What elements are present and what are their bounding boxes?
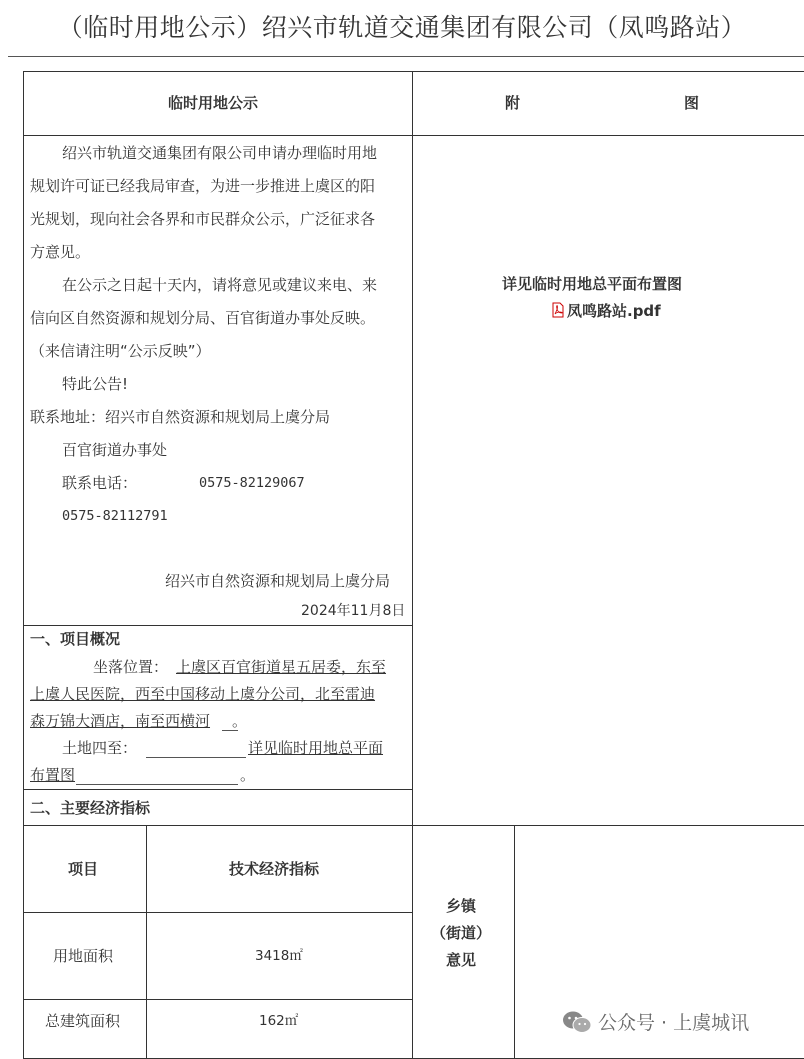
indicator-col-value: 技术经济指标: [229, 860, 320, 878]
cell-attachment: [412, 135, 804, 826]
wechat-icon: [562, 1010, 592, 1034]
location-line2: 上虞人民医院，西至中国移动上虞分公司，北至雷迪: [30, 685, 376, 703]
location-line3: 森万锦大酒店，南至西横河: [30, 712, 211, 730]
header-attachment-label-a: 附: [505, 94, 521, 112]
watermark: [562, 1008, 749, 1035]
township-label-3: 意见: [446, 951, 477, 969]
notice-p2-line2: 信向区自然资源和规划分局、百官街道办事处反映。: [30, 309, 376, 327]
notice-date: 2024年11月8日: [301, 603, 406, 619]
header-attachment-label-b: 图: [684, 94, 700, 112]
contact-phone-label: 联系电话：: [62, 474, 138, 492]
boundary-label: 土地四至：: [62, 739, 138, 757]
boundary-line2: 布置图: [30, 766, 76, 784]
pdf-icon: [551, 302, 565, 318]
attachment-title: 详见临时用地总平面布置图: [502, 275, 683, 293]
location-period: 。: [232, 712, 248, 730]
contact-address-2: 百官街道办事处: [62, 441, 168, 459]
notice-p2-line1: 在公示之日起十天内，请将意见或建议来电、来: [62, 276, 378, 294]
notice-p1-line1: 绍兴市轨道交通集团有限公司申请办理临时用地: [62, 144, 378, 162]
attachment-file-link[interactable]: [551, 300, 661, 322]
title-divider: [8, 56, 804, 57]
page-title: （临时用地公示）绍兴市轨道交通集团有限公司（凤鸣路站）: [57, 13, 747, 42]
boundary-blank-1: [146, 757, 246, 758]
boundary-blank-2: [76, 784, 238, 785]
notice-p1-line3: 光规划，现向社会各界和市民群众公示，广泛征求各: [30, 210, 376, 228]
notice-p1-line2: 规划许可证已经我局审查，为进一步推进上虞区的阳: [30, 177, 376, 195]
location-label: 坐落位置：: [93, 658, 169, 676]
notice-signature: 绍兴市自然资源和规划局上虞分局: [165, 572, 391, 590]
location-line1: 上虞区百官街道星五居委，东至: [176, 658, 387, 676]
boundary-period: 。: [240, 766, 256, 784]
notice-closing: 特此公告!: [62, 375, 129, 393]
notice-p2-line3: （来信请注明“公示反映”）: [30, 342, 211, 360]
indicator-col-item: 项目: [68, 860, 99, 878]
section1-title: 一、项目概况: [30, 630, 121, 648]
indicator-row2-item: 总建筑面积: [45, 1012, 121, 1030]
contact-phone-1: 0575-82129067: [199, 475, 305, 491]
contact-phone-2: 0575-82112791: [62, 508, 168, 524]
cell-header-right: [412, 71, 804, 136]
header-notice-label: 临时用地公示: [168, 94, 259, 112]
township-label-2: （街道）: [431, 924, 492, 942]
indicator-row2-value: 162㎡: [259, 1013, 299, 1029]
section2-title: 二、主要经济指标: [30, 799, 151, 817]
indicator-row1-item: 用地面积: [53, 947, 114, 965]
township-label-1: 乡镇: [446, 897, 477, 915]
indicator-row1-value: 3418㎡: [255, 948, 303, 964]
boundary-line1: 详见临时用地总平面: [248, 739, 384, 757]
contact-address: 联系地址：绍兴市自然资源和规划局上虞分局: [30, 408, 331, 426]
notice-p1-line4: 方意见。: [30, 243, 91, 261]
watermark-text: 公众号 · 上虞城讯: [598, 1012, 750, 1034]
attachment-file-name: 凤鸣路站.pdf: [567, 302, 661, 320]
